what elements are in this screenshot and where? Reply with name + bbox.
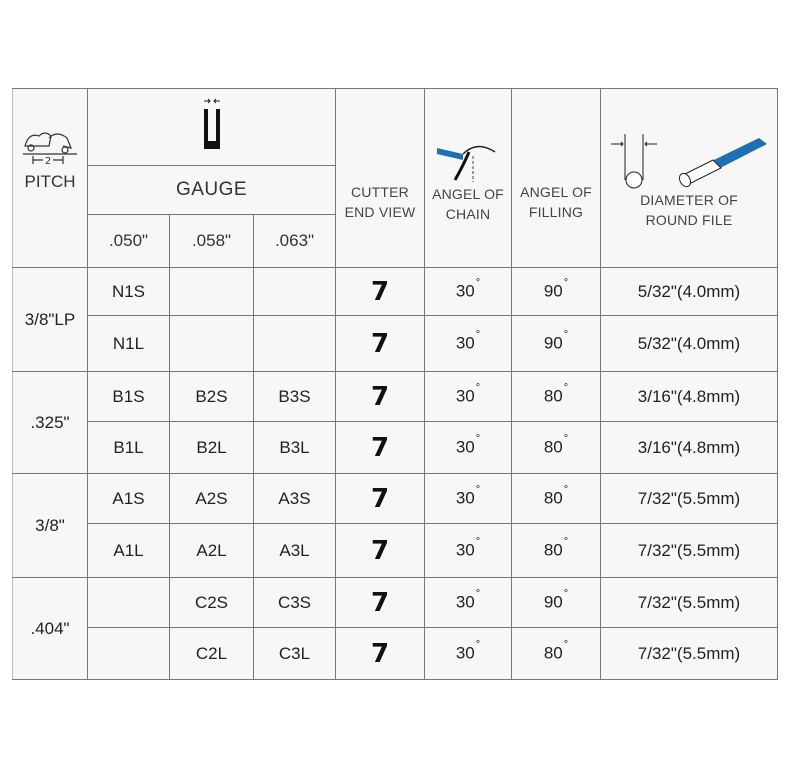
chain-angle-value: 30 — [455, 386, 475, 406]
chain-code-058: B2S — [170, 372, 254, 422]
cutter-end-view-cell — [336, 316, 425, 372]
file-diameter-value: 7/32"(5.5mm) — [601, 524, 778, 578]
chain-code-050 — [88, 628, 170, 680]
table-row — [13, 422, 778, 474]
filling-angle-value-cell — [512, 578, 601, 628]
chain-code-063: B3L — [254, 422, 336, 474]
table-row — [13, 474, 778, 524]
pitch-header-label: PITCH — [24, 172, 76, 191]
chain-code-050: N1S — [88, 268, 170, 316]
filling-angle-value: 90 — [543, 333, 563, 353]
cutter-end-view-cell — [336, 628, 425, 680]
cutter-end-view-cell — [336, 268, 425, 316]
chain-code-063 — [254, 268, 336, 316]
cutter-end-view-cell — [336, 524, 425, 578]
pitch-value: 3/8" — [13, 474, 88, 578]
chain-code-058: A2S — [170, 474, 254, 524]
chain-angle-header-line2: CHAIN — [445, 206, 491, 222]
round-file-icon — [609, 126, 769, 190]
filling-angle-value: 80 — [543, 386, 563, 406]
chain-angle-value-cell — [425, 474, 512, 524]
degree-symbol: ° — [563, 433, 569, 446]
cutter-profile-icon: 7 — [370, 587, 390, 618]
chain-angle-value: 30 — [455, 488, 475, 508]
chain-code-058 — [170, 268, 254, 316]
cutter-end-view-cell — [336, 422, 425, 474]
chain-angle-value-cell — [425, 268, 512, 316]
round-file-diameter-header — [601, 89, 778, 268]
chain-code-050: N1L — [88, 316, 170, 372]
chain-code-063 — [254, 316, 336, 372]
filling-angle-value: 80 — [543, 488, 563, 508]
chain-angle-value-cell — [425, 578, 512, 628]
pitch-value: .404" — [13, 578, 88, 680]
chain-code-058: A2L — [170, 524, 254, 578]
filling-angle-value-cell — [512, 316, 601, 372]
pitch-value: 3/8"LP — [13, 268, 88, 372]
pitch-header — [13, 89, 88, 268]
degree-symbol: ° — [563, 277, 569, 290]
filling-angle-value-cell — [512, 268, 601, 316]
chain-pitch-icon — [19, 124, 81, 168]
file-diameter-value: 7/32"(5.5mm) — [601, 628, 778, 680]
chain-code-050: B1S — [88, 372, 170, 422]
pitch-value: .325" — [13, 372, 88, 474]
file-diameter-value: 5/32"(4.0mm) — [601, 268, 778, 316]
file-diameter-value: 7/32"(5.5mm) — [601, 474, 778, 524]
gauge-050-header: .050" — [88, 215, 170, 268]
file-diameter-value: 3/16"(4.8mm) — [601, 372, 778, 422]
gauge-icon — [192, 97, 232, 157]
degree-symbol: ° — [475, 277, 481, 290]
pitch-icon-label: 2 — [44, 156, 52, 167]
chain-angle-value-cell — [425, 524, 512, 578]
degree-symbol: ° — [475, 433, 481, 446]
chain-angle-value-cell — [425, 422, 512, 474]
gauge-icon-cell — [88, 89, 336, 166]
table-row — [13, 268, 778, 316]
file-diameter-header-line1: DIAMETER OF — [640, 192, 738, 208]
angle-of-filling-header — [512, 89, 601, 268]
chain-angle-value: 30 — [455, 281, 475, 301]
cutter-profile-icon: 7 — [370, 381, 390, 412]
cutter-end-view-cell — [336, 372, 425, 422]
table-row — [13, 628, 778, 680]
chain-angle-value: 30 — [455, 437, 475, 457]
cutter-profile-icon: 7 — [370, 328, 390, 359]
degree-symbol: ° — [475, 382, 481, 395]
degree-symbol: ° — [563, 484, 569, 497]
degree-symbol: ° — [475, 536, 481, 549]
table-row — [13, 372, 778, 422]
filling-angle-header-line2: FILLING — [528, 204, 584, 220]
chain-angle-value-cell — [425, 316, 512, 372]
table-row — [13, 578, 778, 628]
gauge-058-header: .058" — [170, 215, 254, 268]
degree-symbol: ° — [563, 536, 569, 549]
chain-angle-value-cell — [425, 372, 512, 422]
table-row — [13, 316, 778, 372]
chain-code-058: C2L — [170, 628, 254, 680]
cutter-profile-icon: 7 — [370, 535, 390, 566]
chain-angle-header-line1: ANGEL OF — [432, 186, 504, 202]
angle-of-chain-header — [425, 89, 512, 268]
chain-code-050: A1S — [88, 474, 170, 524]
spec-rows — [13, 268, 778, 680]
filling-angle-value-cell — [512, 422, 601, 474]
gauge-063-header: .063" — [254, 215, 336, 268]
filling-angle-value-cell — [512, 372, 601, 422]
cutter-header-line1: CUTTER — [351, 184, 409, 200]
saw-chain-spec-table — [12, 88, 778, 680]
chain-angle-value: 30 — [455, 643, 475, 663]
file-diameter-header-line2: ROUND FILE — [645, 212, 733, 228]
degree-symbol: ° — [563, 382, 569, 395]
chain-code-050: A1L — [88, 524, 170, 578]
file-diameter-value: 5/32"(4.0mm) — [601, 316, 778, 372]
filling-angle-value-cell — [512, 474, 601, 524]
cutter-end-view-cell — [336, 474, 425, 524]
cutter-profile-icon: 7 — [370, 432, 390, 463]
filling-angle-value: 90 — [543, 592, 563, 612]
cutter-profile-icon: 7 — [370, 638, 390, 669]
degree-symbol: ° — [475, 484, 481, 497]
cutter-profile-icon: 7 — [370, 276, 390, 307]
chain-angle-value: 30 — [455, 592, 475, 612]
filling-angle-value: 80 — [543, 643, 563, 663]
degree-symbol: ° — [475, 639, 481, 652]
chain-code-063: C3S — [254, 578, 336, 628]
chain-code-063: A3S — [254, 474, 336, 524]
chain-code-058: B2L — [170, 422, 254, 474]
chain-angle-value: 30 — [455, 333, 475, 353]
chain-code-050 — [88, 578, 170, 628]
filling-angle-value: 90 — [543, 281, 563, 301]
degree-symbol: ° — [475, 329, 481, 342]
cutter-end-view-cell — [336, 578, 425, 628]
chain-code-063: C3L — [254, 628, 336, 680]
cutter-profile-icon: 7 — [370, 483, 390, 514]
file-angle-icon — [433, 132, 503, 184]
degree-symbol: ° — [475, 588, 481, 601]
degree-symbol: ° — [563, 639, 569, 652]
file-diameter-value: 3/16"(4.8mm) — [601, 422, 778, 474]
chain-angle-value-cell — [425, 628, 512, 680]
chain-code-058: C2S — [170, 578, 254, 628]
chain-code-058 — [170, 316, 254, 372]
cutter-header-line2: END VIEW — [344, 204, 416, 220]
chain-angle-value: 30 — [455, 540, 475, 560]
filling-angle-header-line1: ANGEL OF — [520, 184, 592, 200]
file-diameter-value: 7/32"(5.5mm) — [601, 578, 778, 628]
degree-symbol: ° — [563, 329, 569, 342]
filling-angle-value: 80 — [543, 437, 563, 457]
degree-symbol: ° — [563, 588, 569, 601]
filling-angle-value-cell — [512, 524, 601, 578]
cutter-end-view-header — [336, 89, 425, 268]
chain-code-063: A3L — [254, 524, 336, 578]
chain-code-063: B3S — [254, 372, 336, 422]
table-row — [13, 524, 778, 578]
filling-angle-value-cell — [512, 628, 601, 680]
gauge-header-label: GAUGE — [88, 166, 336, 215]
chain-code-050: B1L — [88, 422, 170, 474]
filling-angle-value: 80 — [543, 540, 563, 560]
